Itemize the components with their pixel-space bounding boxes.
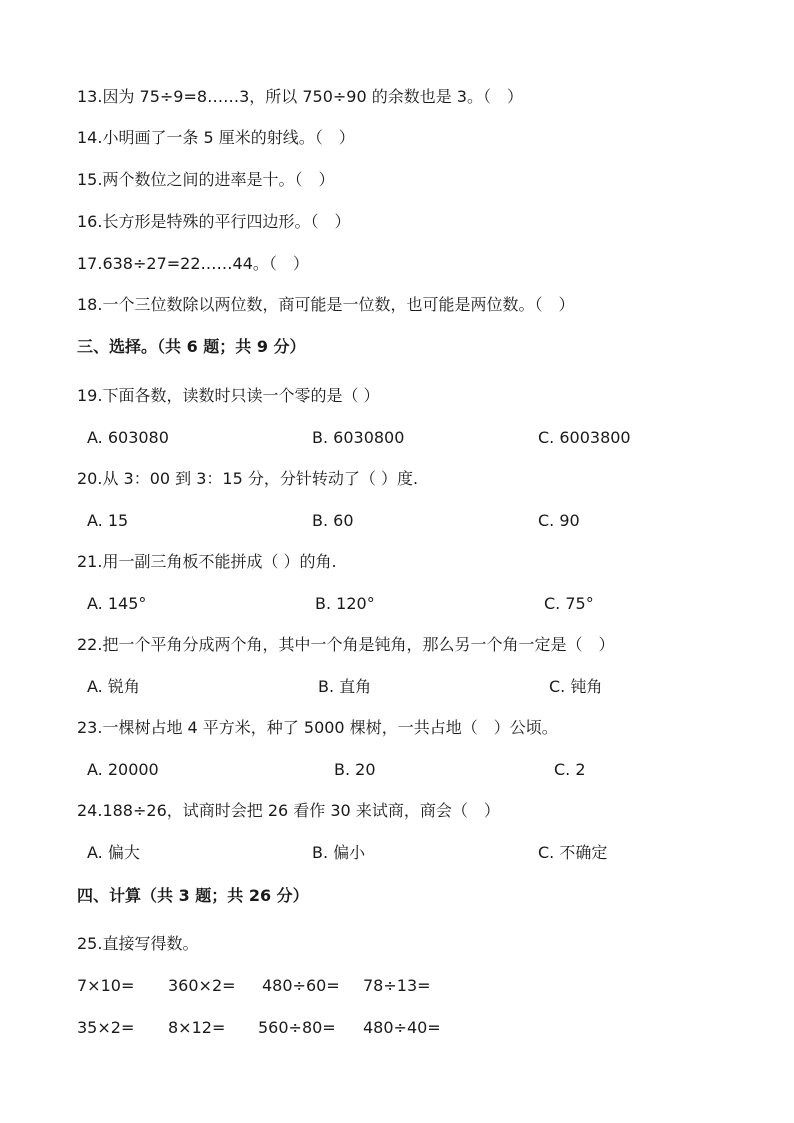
question-25: 25.直接写得数。 <box>77 934 199 953</box>
q24-option-a: A. 偏大 <box>87 843 140 862</box>
question-14: 14.小明画了一条 5 厘米的射线。（ ） <box>77 128 355 147</box>
q23-option-c: C. 2 <box>554 760 586 779</box>
q19-option-b: B. 6030800 <box>312 428 405 447</box>
question-21: 21.用一副三角板不能拼成（ ）的角. <box>77 552 337 571</box>
calc-item: 78÷13= <box>363 976 431 995</box>
q21-option-b: B. 120° <box>315 594 375 613</box>
question-18: 18.一个三位数除以两位数，商可能是一位数，也可能是两位数。（ ） <box>77 295 575 314</box>
q19-option-a: A. 603080 <box>87 428 169 447</box>
calc-item: 360×2= <box>168 976 236 995</box>
question-23: 23.一棵树占地 4 平方米，种了 5000 棵树，一共占地（ ）公顷。 <box>77 718 558 737</box>
calc-item: 480÷60= <box>262 976 340 995</box>
calc-item: 8×12= <box>168 1018 226 1037</box>
q20-option-a: A. 15 <box>87 511 129 530</box>
calc-item: 480÷40= <box>363 1018 441 1037</box>
calc-item: 7×10= <box>77 976 135 995</box>
calc-item: 560÷80= <box>258 1018 336 1037</box>
question-13: 13.因为 75÷9=8……3，所以 750÷90 的余数也是 3。（ ） <box>77 87 523 106</box>
question-20: 20.从 3：00 到 3：15 分，分针转动了（ ）度. <box>77 469 419 488</box>
calc-item: 35×2= <box>77 1018 135 1037</box>
question-15: 15.两个数位之间的进率是十。（ ） <box>77 170 335 189</box>
q21-option-a: A. 145° <box>87 594 147 613</box>
question-17: 17.638÷27=22……44。（ ） <box>77 254 309 273</box>
question-24: 24.188÷26，试商时会把 26 看作 30 来试商，商会（ ） <box>77 801 500 820</box>
q20-option-c: C. 90 <box>538 511 580 530</box>
section-4-heading: 四、计算（共 3 题；共 26 分） <box>77 886 309 905</box>
question-22: 22.把一个平角分成两个角，其中一个角是钝角，那么另一个角一定是（ ） <box>77 635 615 654</box>
question-19: 19.下面各数，读数时只读一个零的是（ ） <box>77 386 380 405</box>
q23-option-a: A. 20000 <box>87 760 159 779</box>
q21-option-c: C. 75° <box>544 594 594 613</box>
question-16: 16.长方形是特殊的平行四边形。（ ） <box>77 212 351 231</box>
section-3-heading: 三、选择。（共 6 题；共 9 分） <box>77 337 306 356</box>
q24-option-c: C. 不确定 <box>538 843 608 862</box>
q23-option-b: B. 20 <box>334 760 376 779</box>
q22-option-b: B. 直角 <box>318 677 372 696</box>
q19-option-c: C. 6003800 <box>538 428 631 447</box>
q20-option-b: B. 60 <box>312 511 354 530</box>
q24-option-b: B. 偏小 <box>312 843 366 862</box>
q22-option-a: A. 锐角 <box>87 677 140 696</box>
q22-option-c: C. 钝角 <box>549 677 603 696</box>
